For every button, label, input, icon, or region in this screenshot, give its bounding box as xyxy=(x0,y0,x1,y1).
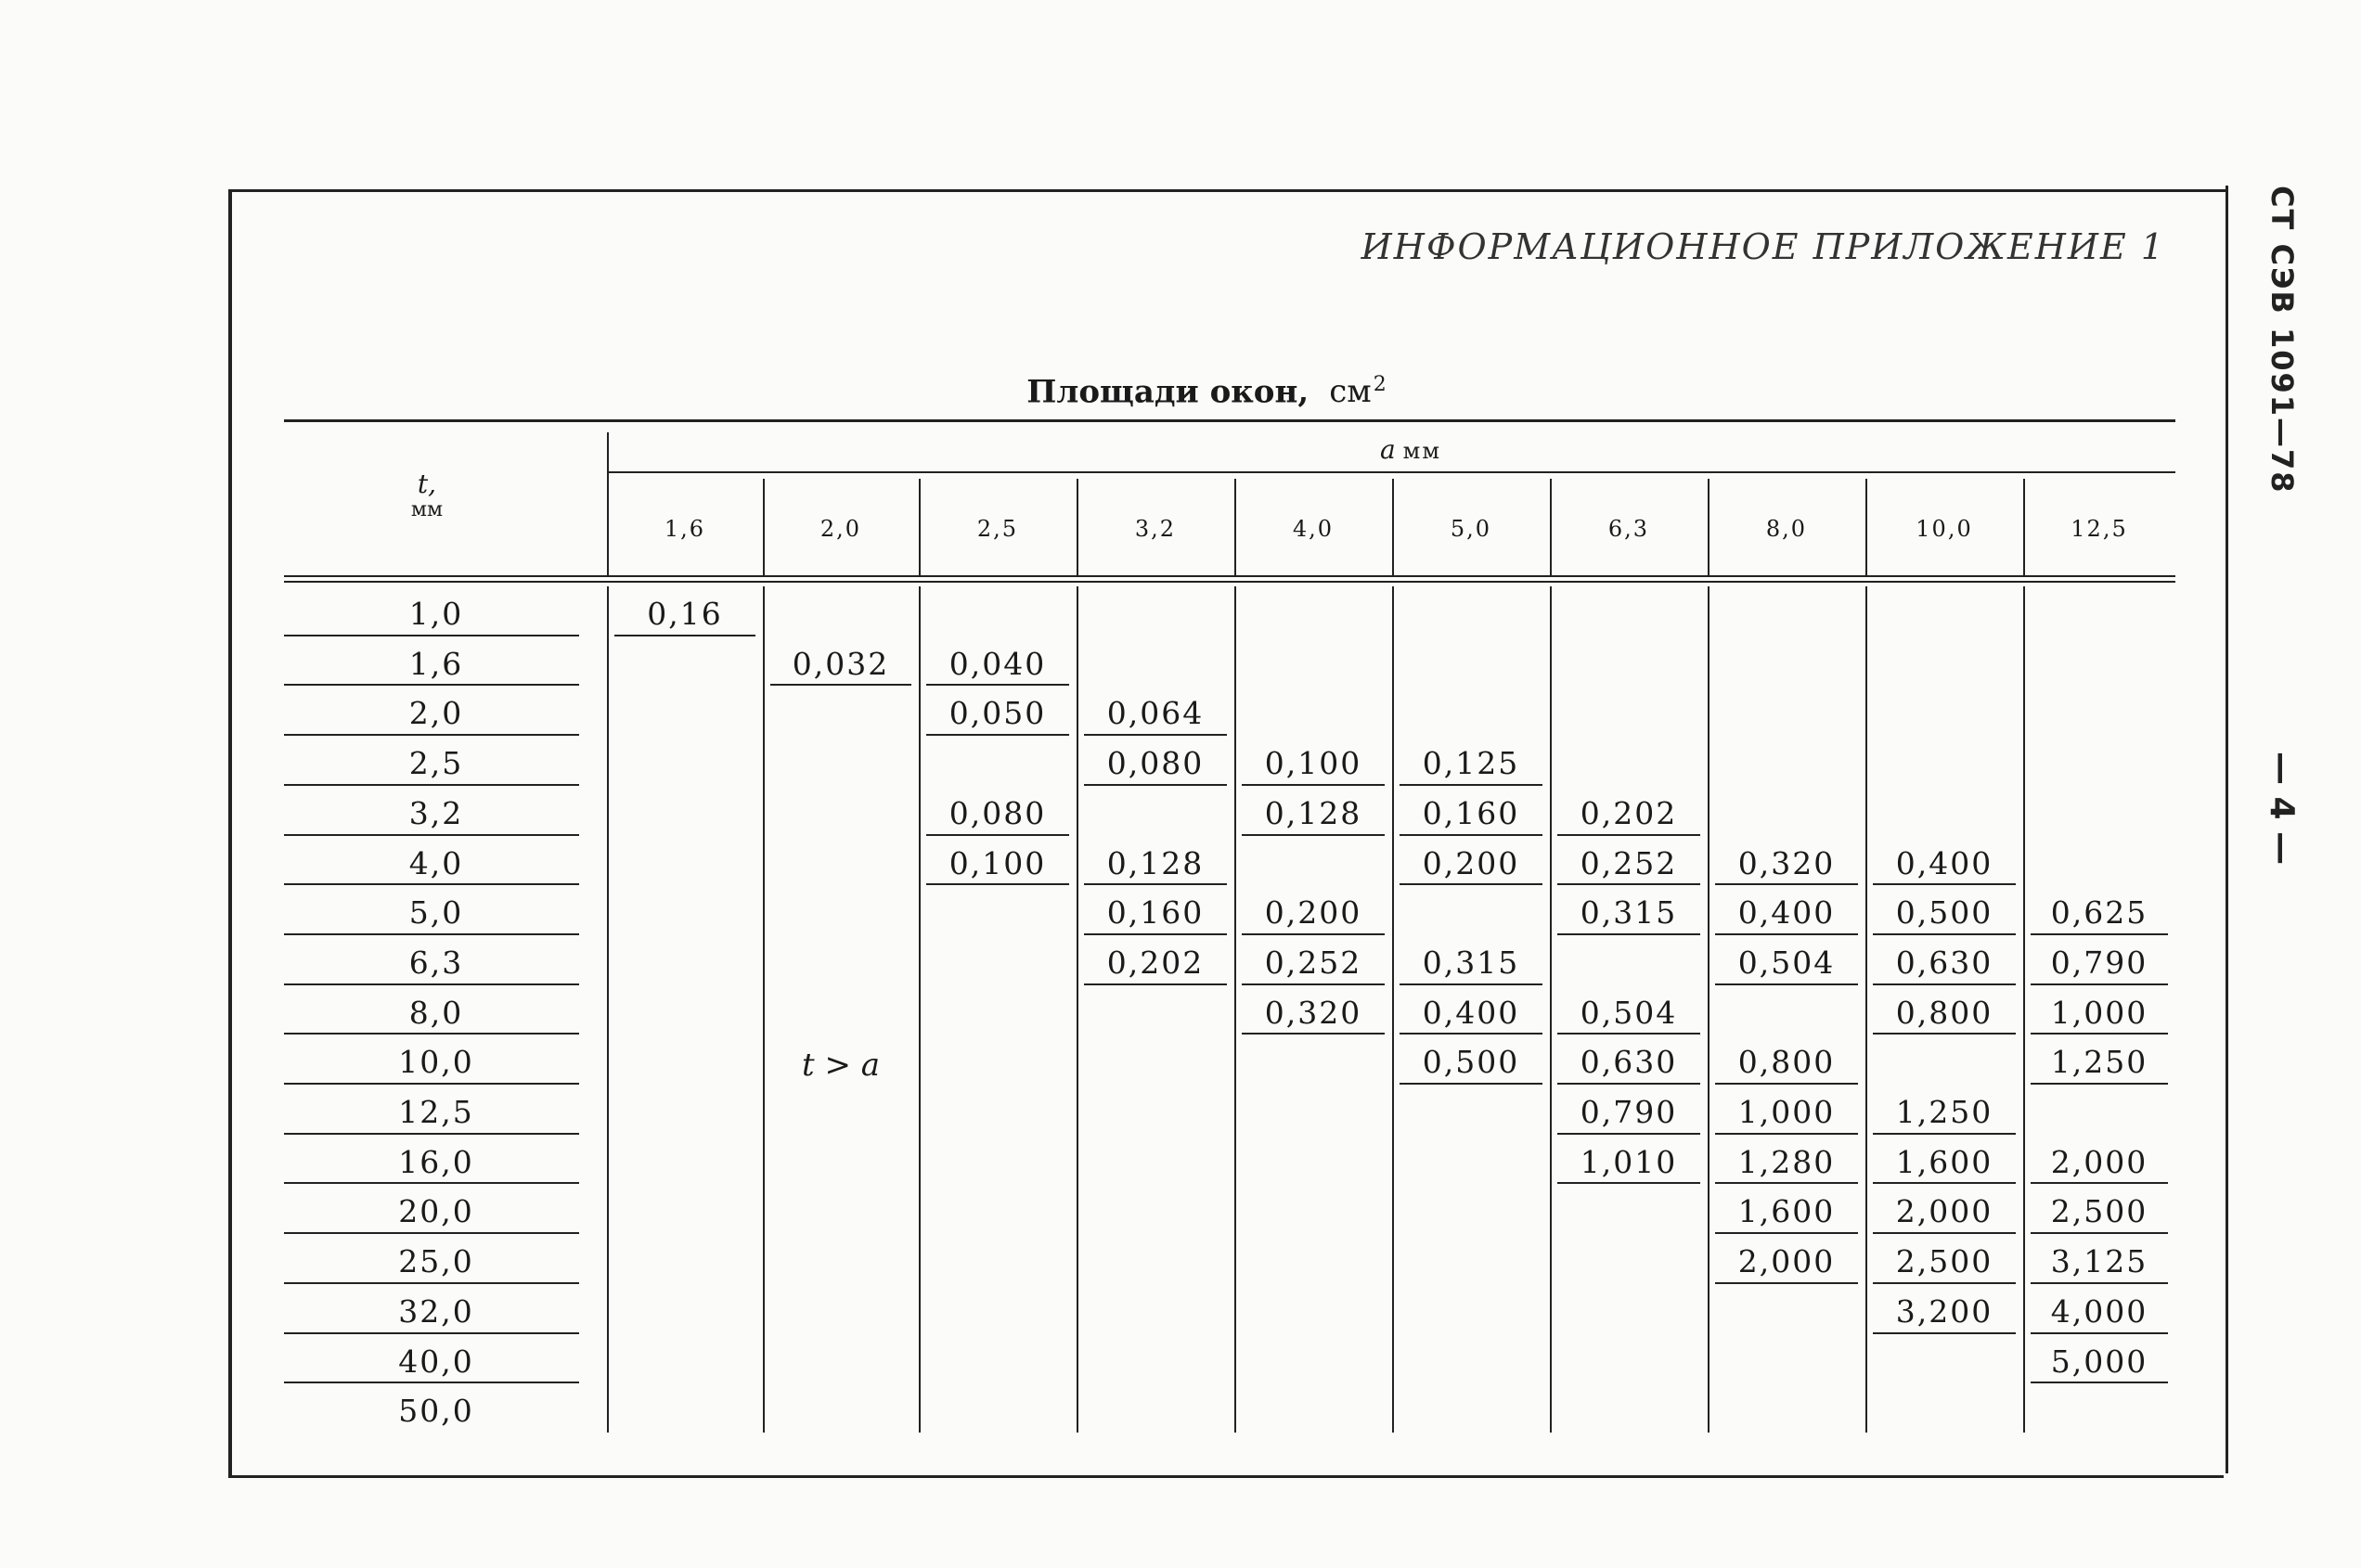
table-cell: 0,100 xyxy=(1264,745,1362,782)
cell-underline xyxy=(1557,1083,1700,1085)
cell-underline xyxy=(2031,1033,2168,1035)
column-header: 6,3 xyxy=(1607,516,1650,542)
cell-underline xyxy=(1400,784,1542,786)
column-divider xyxy=(1708,586,1709,1433)
row-header: 50,0 xyxy=(398,1393,474,1430)
cell-underline xyxy=(1715,933,1858,935)
table-cell: 0,630 xyxy=(1580,1044,1678,1081)
table-cell: 2,000 xyxy=(1895,1193,1993,1230)
cell-underline xyxy=(926,684,1069,686)
t-greater-than-a-note: t > a xyxy=(801,1047,881,1084)
column-divider xyxy=(607,586,609,1433)
table-cell: 0,080 xyxy=(1106,745,1205,782)
cell-underline xyxy=(1400,883,1542,885)
t-symbol: t, xyxy=(417,469,437,499)
row-header-underline xyxy=(284,983,579,985)
cell-underline xyxy=(1715,1133,1858,1135)
row-header: 2,0 xyxy=(408,695,464,732)
column-header: 10,0 xyxy=(1916,516,1973,542)
cell-underline xyxy=(2031,1382,2168,1383)
cell-underline xyxy=(1084,983,1227,985)
row-header-underline xyxy=(284,1083,579,1085)
table-cell: 0,202 xyxy=(1580,794,1678,831)
row-header-label xyxy=(362,471,492,523)
cell-underline xyxy=(1242,933,1385,935)
table-cell: 3,125 xyxy=(2050,1243,2148,1280)
cell-underline xyxy=(1557,1033,1700,1035)
cell-underline xyxy=(2031,1083,2168,1085)
cell-underline xyxy=(926,883,1069,885)
cell-underline xyxy=(1715,1232,1858,1234)
column-header: 3,2 xyxy=(1134,516,1177,542)
column-group-rule xyxy=(607,471,2175,473)
cell-underline xyxy=(1715,1182,1858,1184)
column-header: 4,0 xyxy=(1292,516,1335,542)
cell-underline xyxy=(1873,1133,2016,1135)
cell-underline xyxy=(926,734,1069,736)
cell-underline xyxy=(1084,883,1227,885)
table-cell: 1,000 xyxy=(1737,1094,1836,1130)
table-cell: 1,000 xyxy=(2050,994,2148,1031)
table-cell: 0,064 xyxy=(1106,695,1205,732)
cell-underline xyxy=(1873,933,2016,935)
column-header: 12,5 xyxy=(2071,516,2128,542)
row-header-underline xyxy=(284,883,579,885)
table-cell: 0,128 xyxy=(1264,794,1362,831)
row-header: 6,3 xyxy=(408,944,464,981)
table-cell: 0,400 xyxy=(1422,994,1520,1031)
table-cell: 1,250 xyxy=(1895,1094,1993,1130)
table-cell: 0,625 xyxy=(2050,894,2148,932)
table-cell: 0,252 xyxy=(1264,944,1362,981)
table-cell: 0,504 xyxy=(1737,944,1836,981)
cell-underline xyxy=(2031,1332,2168,1334)
table-cell: 0,400 xyxy=(1895,844,1993,881)
column-header: 2,5 xyxy=(976,516,1019,542)
table-cell: 3,200 xyxy=(1895,1292,1993,1330)
row-header: 1,6 xyxy=(408,645,464,682)
column-group-header xyxy=(1299,434,1522,465)
cell-underline xyxy=(1557,1182,1700,1184)
row-header-underline xyxy=(284,635,579,636)
table-cell: 0,320 xyxy=(1264,994,1362,1031)
row-header: 1,0 xyxy=(408,596,464,632)
row-header-underline xyxy=(284,1232,579,1234)
cell-underline xyxy=(1084,784,1227,786)
table-cell: 1,280 xyxy=(1737,1143,1836,1180)
table-title-text: Площади окон, xyxy=(1026,373,1310,411)
table-cell: 0,160 xyxy=(1106,894,1205,932)
row-header: 5,0 xyxy=(408,894,464,932)
cell-underline xyxy=(1873,1182,2016,1184)
table-cell: 1,250 xyxy=(2050,1044,2148,1081)
cell-underline xyxy=(2031,983,2168,985)
row-header-underline xyxy=(284,1282,579,1284)
column-header: 2,0 xyxy=(819,516,862,542)
table-cell: 2,000 xyxy=(1737,1243,1836,1280)
column-header: 1,6 xyxy=(664,516,706,542)
table-cell: 0,400 xyxy=(1737,894,1836,932)
header-bottom-rule-2 xyxy=(284,581,2175,583)
row-header: 4,0 xyxy=(408,844,464,881)
cell-underline xyxy=(1400,834,1542,836)
table-cell: 1,010 xyxy=(1580,1143,1678,1180)
row-header-underline xyxy=(284,684,579,686)
cell-underline xyxy=(770,684,911,686)
row-header: 3,2 xyxy=(408,794,464,831)
row-header-underline xyxy=(284,1133,579,1135)
table-cell: 2,500 xyxy=(1895,1243,1993,1280)
table-cell: 2,500 xyxy=(2050,1193,2148,1230)
table-title-unit-exponent: 2 xyxy=(1373,373,1387,396)
table-title-unit: см xyxy=(1329,373,1372,411)
cell-underline xyxy=(926,834,1069,836)
row-header-underline xyxy=(284,834,579,836)
cell-underline xyxy=(1242,983,1385,985)
table-cell: 0,100 xyxy=(948,844,1047,881)
cell-underline xyxy=(1400,1083,1542,1085)
row-header: 8,0 xyxy=(408,994,464,1031)
header-bottom-rule xyxy=(284,575,2175,577)
cell-underline xyxy=(2031,1282,2168,1284)
column-header: 5,0 xyxy=(1450,516,1492,542)
a-symbol: a xyxy=(1379,434,1398,465)
row-header-divider xyxy=(607,432,609,577)
table-cell: 0,128 xyxy=(1106,844,1205,881)
row-header-underline xyxy=(284,734,579,736)
table-cell: 0,160 xyxy=(1422,794,1520,831)
cell-underline xyxy=(1557,933,1700,935)
standard-code: СТ СЭВ 1091—78 xyxy=(2264,186,2300,495)
row-header-underline xyxy=(284,933,579,935)
cell-underline xyxy=(1873,1033,2016,1035)
cell-underline xyxy=(2031,933,2168,935)
page-number: — 4 — xyxy=(2263,752,2301,866)
table-cell: 5,000 xyxy=(2050,1343,2148,1380)
cell-underline xyxy=(1242,784,1385,786)
table-cell: 0,032 xyxy=(792,645,890,682)
table-cell: 0,315 xyxy=(1422,944,1520,981)
row-header: 32,0 xyxy=(398,1292,474,1330)
table-cell: 0,504 xyxy=(1580,994,1678,1031)
table-cell: 0,050 xyxy=(948,695,1047,732)
cell-underline xyxy=(1715,1282,1858,1284)
row-header-underline xyxy=(284,1033,579,1035)
row-header: 40,0 xyxy=(398,1343,474,1380)
row-header: 2,5 xyxy=(408,745,464,782)
cell-underline xyxy=(1873,1282,2016,1284)
row-header: 12,5 xyxy=(398,1094,474,1130)
cell-underline xyxy=(1557,1133,1700,1135)
cell-underline xyxy=(1715,983,1858,985)
table-cell: 1,600 xyxy=(1895,1143,1993,1180)
header-top-rule xyxy=(284,419,2175,422)
cell-underline xyxy=(1557,883,1700,885)
cell-underline xyxy=(1084,734,1227,736)
cell-underline xyxy=(1873,1232,2016,1234)
table-cell: 0,500 xyxy=(1895,894,1993,932)
table-cell: 0,040 xyxy=(948,645,1047,682)
table-cell: 0,800 xyxy=(1737,1044,1836,1081)
table-cell: 0,125 xyxy=(1422,745,1520,782)
table-cell: 0,500 xyxy=(1422,1044,1520,1081)
row-header-underline xyxy=(284,1382,579,1383)
cell-underline xyxy=(1400,983,1542,985)
row-header: 16,0 xyxy=(398,1143,474,1180)
table-cell: 4,000 xyxy=(2050,1292,2148,1330)
t-unit: мм xyxy=(410,498,444,521)
row-header: 20,0 xyxy=(398,1193,474,1230)
cell-underline xyxy=(1242,834,1385,836)
cell-underline xyxy=(1873,1332,2016,1334)
cell-underline xyxy=(1557,834,1700,836)
a-unit: мм xyxy=(1402,438,1442,464)
table-cell: 0,790 xyxy=(2050,944,2148,981)
column-divider xyxy=(763,586,765,1433)
cell-underline xyxy=(1873,983,2016,985)
appendix-title: ИНФОРМАЦИОННОЕ ПРИЛОЖЕНИЕ 1 xyxy=(1361,226,2165,267)
row-header-underline xyxy=(284,1332,579,1334)
table-cell: 0,800 xyxy=(1895,994,1993,1031)
table-cell: 0,630 xyxy=(1895,944,1993,981)
table-cell: 0,200 xyxy=(1422,844,1520,881)
table-cell: 0,320 xyxy=(1737,844,1836,881)
table-cell: 0,315 xyxy=(1580,894,1678,932)
cell-underline xyxy=(2031,1182,2168,1184)
cell-underline xyxy=(1873,883,2016,885)
cell-underline xyxy=(1715,1083,1858,1085)
table-cell: 0,16 xyxy=(647,596,723,632)
column-header: 8,0 xyxy=(1765,516,1808,542)
table-cell: 0,252 xyxy=(1580,844,1678,881)
row-header: 10,0 xyxy=(398,1044,474,1081)
table-cell: 2,000 xyxy=(2050,1143,2148,1180)
cell-underline xyxy=(1400,1033,1542,1035)
row-header: 25,0 xyxy=(398,1243,474,1280)
row-header-underline xyxy=(284,1182,579,1184)
cell-underline xyxy=(1715,883,1858,885)
cell-underline xyxy=(614,635,755,636)
table-cell: 0,790 xyxy=(1580,1094,1678,1130)
cell-underline xyxy=(2031,1232,2168,1234)
cell-underline xyxy=(1084,933,1227,935)
row-header-underline xyxy=(284,784,579,786)
table-cell: 1,600 xyxy=(1737,1193,1836,1230)
table-cell: 0,080 xyxy=(948,794,1047,831)
table-cell: 0,200 xyxy=(1264,894,1362,932)
cell-underline xyxy=(1242,1033,1385,1035)
table-cell: 0,202 xyxy=(1106,944,1205,981)
